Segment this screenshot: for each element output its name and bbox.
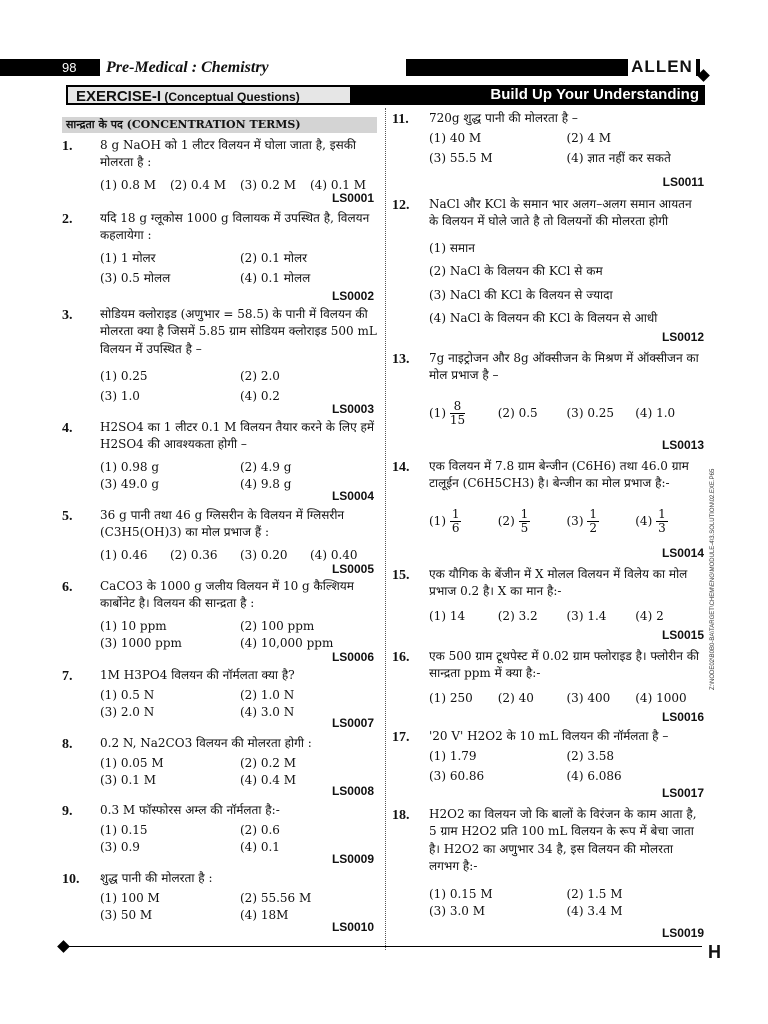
option: (1) 1.79	[429, 749, 477, 763]
column-divider	[385, 108, 386, 950]
question-text: एक 500 ग्राम टूथपेस्ट में 0.02 ग्राम फ्लोराइड है। फ्लोरीन की सान्द्रता ppm में क्या है:-	[429, 649, 700, 681]
question-code: LS0002	[331, 289, 374, 303]
section-heading: सान्द्रता के पद (CONCENTRATION TERMS)	[62, 117, 377, 133]
option: (2) 4.9 g	[240, 460, 292, 474]
fraction: $\frac{1}{6}$	[451, 507, 460, 536]
bottom-rule	[66, 946, 702, 947]
option: (1) 0.15 M	[429, 887, 493, 901]
question-number: 6.	[62, 580, 73, 595]
exercise-subtitle: (Conceptual Questions)	[164, 90, 300, 104]
option: (3) 49.0 g	[100, 477, 160, 492]
option: (2) 4 M	[566, 131, 612, 145]
option: (3) 0.2 M	[240, 178, 296, 192]
question-code: LS0017	[661, 786, 704, 800]
option: (1) 100 M	[100, 891, 160, 905]
option: (3) $\frac{1}{2}$	[566, 507, 597, 536]
option: (2) 40	[497, 691, 534, 705]
option: (1) 14	[429, 609, 466, 623]
option: (4) 6.086	[566, 769, 622, 784]
question-number: 5.	[62, 509, 73, 524]
question-code: LS0015	[661, 628, 704, 642]
question-number: 12.	[392, 198, 410, 213]
question-code: LS0004	[331, 489, 374, 503]
fraction: $\frac{1}{3}$	[658, 507, 666, 536]
question-code: LS0005	[331, 562, 374, 576]
option: (2) 1.5 M	[566, 887, 623, 901]
option: (3) 0.9	[100, 840, 140, 855]
option: (3) 0.5 मोलल	[100, 271, 171, 286]
question-number: 10.	[62, 872, 80, 887]
option: (4) 2	[635, 609, 664, 623]
question-number: 2.	[62, 212, 73, 227]
question-number: 15.	[392, 568, 410, 583]
option: (1) 0.5 N	[100, 688, 155, 702]
brand-logo: ALLEN	[628, 56, 696, 78]
question-code: LS0007	[331, 716, 374, 730]
option: (4) 3.4 M	[566, 904, 623, 919]
question-number: 17.	[392, 730, 410, 745]
question-text: 0.3 M फॉस्फोरस अम्ल की नॉर्मलता है:-	[100, 803, 280, 817]
question-number: 16.	[392, 650, 410, 665]
question-text: NaCl और KCl के समान भार अलग–अलग समान आयतन के विलयन में घोले जाते है तो विलयनों की मोलरता होगी	[429, 197, 692, 229]
option: (3) NaCl की KCl के विलयन से ज्यादा	[429, 287, 613, 302]
question-code: LS0013	[661, 438, 704, 452]
question-number: 18.	[392, 808, 410, 823]
option: (4) 10,000 ppm	[240, 636, 334, 651]
option: (1) 250	[429, 691, 473, 705]
question-text: यदि 18 g ग्लूकोस 1000 g विलायक में उपस्थित है, विलयन कहलायेगा :	[100, 211, 370, 243]
question-number: 11.	[392, 112, 409, 127]
question-number: 9.	[62, 804, 73, 819]
option: (4) 1000	[635, 691, 687, 705]
option: (4) 0.1 M	[310, 178, 366, 192]
fraction: $\frac{1}{5}$	[520, 507, 529, 536]
option: (2) 2.0	[240, 369, 280, 383]
question-text: H2O2 का विलयन जो कि बालों के विरंजन के काम आता है, 5 ग्राम H2O2 प्रति 100 mL विलयन के रूप में बेचा जाता है। H2O2 का अणुभार 34 है, इस विलयन की मोलरता लगभग है:-	[429, 807, 697, 874]
option: (4) 1.0	[635, 405, 676, 420]
question-number: 7.	[62, 669, 73, 684]
option: (2) 0.5	[497, 405, 538, 420]
question-code: LS0009	[331, 852, 374, 866]
question-number: 8.	[62, 737, 73, 752]
option: (3) 1.0	[100, 389, 140, 404]
option: (2) 0.6	[240, 823, 280, 837]
option: (1) $\frac{8}{15}$	[429, 399, 466, 428]
question-code: LS0006	[331, 650, 374, 664]
question-code: LS0014	[661, 546, 704, 560]
option: (2) 0.2 M	[240, 756, 296, 770]
option: (4) 0.2	[240, 389, 280, 404]
option: (1) 40 M	[429, 131, 482, 145]
option: (3) 0.1 M	[100, 773, 156, 788]
question-code: LS0003	[331, 402, 374, 416]
file-path: Z:\NODE02\B0B0-BA\TARGET\CHEM\ENG\MODULE-4\3.SOLUTION\02.EXE.P65	[710, 468, 716, 690]
footer-diamond-icon	[57, 940, 70, 953]
question-code: LS0019	[661, 926, 704, 940]
option: (3) 3.0 M	[429, 904, 485, 919]
option: (1) 0.8 M	[100, 178, 156, 192]
option: (2) NaCl के विलयन की KCl से कम	[429, 264, 603, 279]
subject-title: Pre-Medical : Chemistry	[100, 57, 406, 78]
exercise-title-box	[66, 85, 352, 105]
question-text: एक यौगिक के बेंजीन में X मोलल विलयन में विलेय का मोल प्रभाज 0.2 है। X का मान है:-	[429, 567, 688, 599]
option: (3) 1.4	[566, 609, 607, 623]
question-text: '20 V' H2O2 के 10 mL विलयन की नॉर्मलता है –	[429, 729, 669, 743]
option: (1) 10 ppm	[100, 619, 167, 633]
question-number: 3.	[62, 308, 73, 323]
question-text: सोडियम क्लोराइड (अणुभार = 58.5) के पानी में विलयन की मोलरता क्या है जिसमें 5.85 ग्राम सोडियम क्लोराइड 500 mL विलयन में उपस्थित है –	[100, 307, 377, 356]
option: (3) 0.25	[566, 405, 615, 420]
question-text: एक विलयन में 7.8 ग्राम बेन्जीन (C6H6) तथा 46.0 ग्राम टालूईन (C6H5CH3) है। बेन्जीन का मोल प्रभाज है:-	[429, 459, 689, 491]
question-number: 13.	[392, 352, 410, 367]
option: (4) 3.0 N	[240, 705, 295, 720]
option: (1) 0.98 g	[100, 460, 160, 474]
option: (3) 50 M	[100, 908, 153, 923]
question-text: 720g शुद्ध पानी की मोलरता है –	[429, 111, 578, 125]
question-code: LS0010	[331, 920, 374, 934]
option: (1) 0.46	[100, 548, 148, 562]
option: (1) 0.25	[100, 369, 148, 383]
corner-mark: H	[708, 942, 721, 962]
option: (2) 0.4 M	[170, 178, 226, 192]
question-text: 7g नाइट्रोजन और 8g ऑक्सीजन के मिश्रण में ऑक्सीजन का मोल प्रभाज है –	[429, 351, 699, 383]
option: (3) 2.0 N	[100, 705, 155, 720]
question-text: शुद्ध पानी की मोलरता है :	[100, 871, 213, 885]
option: (1) 0.05 M	[100, 756, 164, 770]
exercise-title: EXERCISE-I	[76, 88, 162, 105]
option: (4) ज्ञात नहीं कर सकते	[566, 151, 671, 166]
option: (2) 100 ppm	[240, 619, 315, 633]
option: (4) 18M	[240, 908, 289, 923]
option: (4) 9.8 g	[240, 477, 292, 492]
question-text: 1M H3PO4 विलयन की नॉर्मलता क्या है?	[100, 668, 295, 682]
fraction: $\frac{8}{15}$	[449, 399, 466, 428]
question-code: LS0011	[662, 175, 704, 189]
option: (4) 0.4 M	[240, 773, 296, 788]
page-number: 98	[62, 60, 77, 75]
option: (2) 55.56 M	[240, 891, 312, 905]
option: (3) 60.86	[429, 769, 485, 784]
option: (1) 0.15	[100, 823, 148, 837]
question-code: LS0016	[661, 710, 704, 724]
question-number: 1.	[62, 139, 73, 154]
question-code: LS0012	[661, 330, 704, 344]
question-code: LS0001	[331, 191, 374, 205]
option: (4) 0.40	[310, 548, 358, 562]
option: (3) 1000 ppm	[100, 636, 182, 651]
option: (1) 1 मोलर	[100, 251, 156, 265]
option: (4) NaCl के विलयन की KCl के विलयन से आधी	[429, 311, 658, 326]
question-number: 4.	[62, 421, 73, 436]
option: (4) 0.1	[240, 840, 280, 855]
option: (1) समान	[429, 241, 475, 255]
option: (2) 3.58	[566, 749, 615, 763]
question-text: 8 g NaOH को 1 लीटर विलयन में घोला जाता है, इसकी मोलरता है :	[100, 138, 357, 170]
option: (2) 3.2	[497, 609, 538, 623]
exercise-tagline: Build Up Your Understanding	[352, 85, 705, 105]
option: (4) 0.1 मोलल	[240, 271, 311, 286]
option: (1) $\frac{1}{6}$	[429, 507, 460, 536]
question-number: 14.	[392, 460, 410, 475]
fraction: $\frac{1}{2}$	[589, 507, 597, 536]
question-text: CaCO3 के 1000 g जलीय विलयन में 10 g कैल्शियम कार्बोनेट है। विलयन की सान्द्रता है :	[100, 579, 354, 611]
option: (3) 0.20	[240, 548, 288, 562]
option: (4) $\frac{1}{3}$	[635, 507, 666, 536]
question-text: 36 g पानी तथा 46 g ग्लिसरीन के विलयन में ग्लिसरीन (C3H5(OH)3) का मोल प्रभाज हैं :	[100, 508, 345, 540]
option: (2) 1.0 N	[240, 688, 295, 702]
option: (2) 0.36	[170, 548, 218, 562]
question-text: 0.2 N, Na2CO3 विलयन की मोलरता होगी :	[100, 736, 312, 750]
option: (3) 400	[566, 691, 611, 705]
question-text: H2SO4 का 1 लीटर 0.1 M विलयन तैयार करने के लिए हमें H2SO4 की आवश्यकता होगी –	[100, 420, 375, 452]
option: (2) $\frac{1}{5}$	[497, 507, 529, 536]
option: (2) 0.1 मोलर	[240, 251, 308, 265]
option: (3) 55.5 M	[429, 151, 493, 166]
question-code: LS0008	[331, 784, 374, 798]
